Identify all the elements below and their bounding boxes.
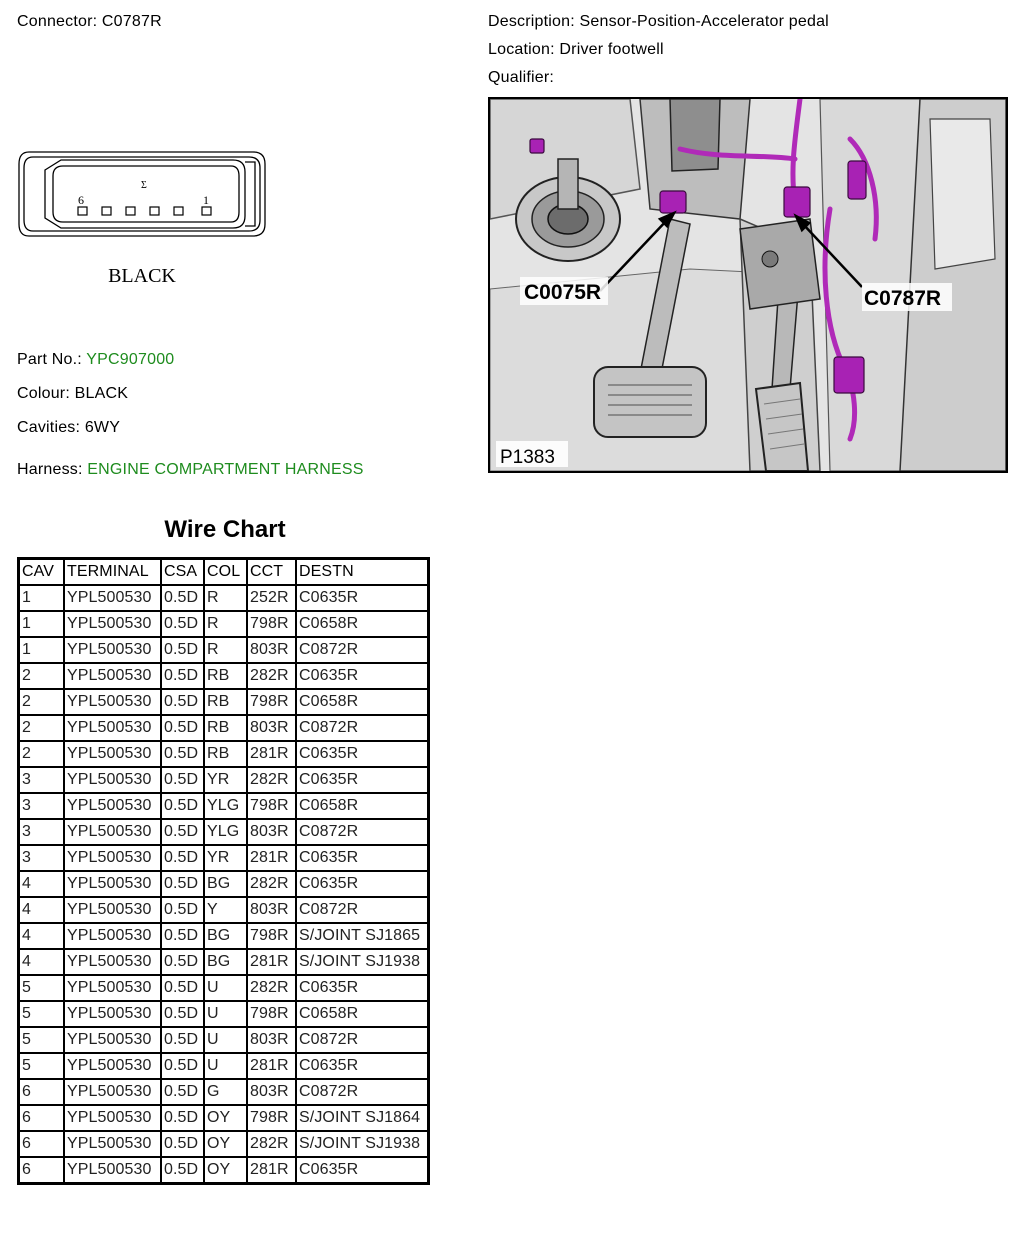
cell-cav: 3 — [19, 767, 65, 793]
cell-cct: 803R — [247, 637, 296, 663]
cell-terminal: YPL500530 — [64, 897, 161, 923]
table-row — [19, 1131, 429, 1157]
cell-cav: 3 — [19, 845, 65, 871]
cell-cav: 5 — [19, 1001, 65, 1027]
cell-destn: S/JOINT SJ1938 — [296, 1131, 429, 1157]
cell-cct: 803R — [247, 1079, 296, 1105]
cell-destn: C0872R — [296, 819, 429, 845]
cell-csa: 0.5D — [161, 1131, 204, 1157]
table-row — [19, 1001, 429, 1027]
cell-cct: 281R — [247, 949, 296, 975]
cell-col: BG — [204, 949, 247, 975]
cell-col: G — [204, 1079, 247, 1105]
cell-cct: 798R — [247, 923, 296, 949]
cavities-line — [17, 419, 120, 437]
cell-csa: 0.5D — [161, 1105, 204, 1131]
cell-terminal: YPL500530 — [64, 663, 161, 689]
cell-csa: 0.5D — [161, 715, 204, 741]
cell-destn: C0635R — [296, 767, 429, 793]
cell-cav: 4 — [19, 897, 65, 923]
connector-colour-caption: BLACK — [108, 265, 176, 287]
cell-terminal: YPL500530 — [64, 611, 161, 637]
table-row — [19, 1157, 429, 1184]
cell-col: U — [204, 1001, 247, 1027]
col-header-csa: CSA — [161, 559, 204, 586]
table-row — [19, 793, 429, 819]
pin-cavities — [78, 207, 211, 215]
cell-cct: 282R — [247, 871, 296, 897]
connector-location-image — [488, 97, 1008, 473]
cell-terminal: YPL500530 — [64, 819, 161, 845]
cell-csa: 0.5D — [161, 897, 204, 923]
table-row — [19, 871, 429, 897]
cell-cav: 2 — [19, 689, 65, 715]
cell-cct: 252R — [247, 585, 296, 611]
table-row — [19, 585, 429, 611]
table-row — [19, 689, 429, 715]
qualifier-label: Qualifier: — [488, 69, 555, 86]
cell-csa: 0.5D — [161, 767, 204, 793]
cell-col: YR — [204, 767, 247, 793]
cell-destn: C0872R — [296, 1027, 429, 1053]
cell-csa: 0.5D — [161, 1001, 204, 1027]
cell-destn: C0635R — [296, 741, 429, 767]
cell-col: RB — [204, 741, 247, 767]
cell-cav: 2 — [19, 663, 65, 689]
col-header-destn: DESTN — [296, 559, 429, 586]
cell-destn: C0658R — [296, 793, 429, 819]
harness-line — [17, 461, 364, 479]
cell-destn: S/JOINT SJ1864 — [296, 1105, 429, 1131]
wire-chart-title: Wire Chart — [164, 516, 286, 543]
cell-cct: 798R — [247, 1105, 296, 1131]
cell-cav: 5 — [19, 1027, 65, 1053]
cell-terminal: YPL500530 — [64, 1105, 161, 1131]
part-no-line — [17, 351, 174, 369]
cell-cct: 798R — [247, 1001, 296, 1027]
cell-cav: 1 — [19, 637, 65, 663]
cell-csa: 0.5D — [161, 611, 204, 637]
cell-terminal: YPL500530 — [64, 871, 161, 897]
cell-csa: 0.5D — [161, 1079, 204, 1105]
cell-cct: 282R — [247, 1131, 296, 1157]
cell-col: YR — [204, 845, 247, 871]
cell-col: OY — [204, 1131, 247, 1157]
table-row — [19, 715, 429, 741]
table-row — [19, 1053, 429, 1079]
cell-col: R — [204, 585, 247, 611]
location-label: Location: — [488, 41, 555, 58]
cell-terminal: YPL500530 — [64, 1079, 161, 1105]
cell-csa: 0.5D — [161, 845, 204, 871]
part-no-link[interactable]: YPC907000 — [86, 351, 175, 368]
table-row — [19, 1027, 429, 1053]
cell-col: R — [204, 611, 247, 637]
table-row — [19, 923, 429, 949]
cell-csa: 0.5D — [161, 1027, 204, 1053]
cell-terminal: YPL500530 — [64, 585, 161, 611]
cell-csa: 0.5D — [161, 975, 204, 1001]
cell-col: R — [204, 637, 247, 663]
cell-col: YLG — [204, 793, 247, 819]
cell-col: YLG — [204, 819, 247, 845]
cell-cav: 1 — [19, 585, 65, 611]
cell-col: BG — [204, 923, 247, 949]
callout-c0787r: C0787R — [864, 287, 942, 310]
cell-cav: 1 — [19, 611, 65, 637]
cell-csa: 0.5D — [161, 871, 204, 897]
cell-cct: 281R — [247, 1053, 296, 1079]
polarity-symbol: Σ — [141, 180, 147, 191]
cell-col: RB — [204, 689, 247, 715]
connector-label: Connector: — [17, 13, 98, 30]
cavities-label: Cavities: — [17, 419, 81, 436]
cell-csa: 0.5D — [161, 585, 204, 611]
cell-cav: 5 — [19, 1053, 65, 1079]
colour-label: Colour: — [17, 385, 70, 402]
cell-destn: C0658R — [296, 1001, 429, 1027]
cell-cav: 3 — [19, 793, 65, 819]
cell-csa: 0.5D — [161, 663, 204, 689]
harness-link[interactable]: ENGINE COMPARTMENT HARNESS — [87, 461, 364, 478]
cell-terminal: YPL500530 — [64, 793, 161, 819]
cell-col: OY — [204, 1105, 247, 1131]
cavities-value: 6WY — [84, 419, 121, 436]
cell-terminal: YPL500530 — [64, 1131, 161, 1157]
location-value: Driver footwell — [559, 41, 664, 58]
cell-destn: C0872R — [296, 637, 429, 663]
pin-6-label: 6 — [78, 193, 84, 207]
cell-cct: 282R — [247, 767, 296, 793]
connector-line — [17, 13, 162, 31]
cell-col: U — [204, 1027, 247, 1053]
cell-destn: C0635R — [296, 585, 429, 611]
table-row — [19, 741, 429, 767]
description-label: Description: — [488, 13, 575, 30]
cell-csa: 0.5D — [161, 689, 204, 715]
cell-cct: 798R — [247, 689, 296, 715]
pin-1-label: 1 — [203, 193, 209, 207]
cell-terminal: YPL500530 — [64, 1027, 161, 1053]
cell-cct: 281R — [247, 741, 296, 767]
col-header-cct: CCT — [247, 559, 296, 586]
cell-cct: 282R — [247, 663, 296, 689]
cell-terminal: YPL500530 — [64, 975, 161, 1001]
table-row — [19, 975, 429, 1001]
cell-col: RB — [204, 715, 247, 741]
table-row — [19, 949, 429, 975]
wire-chart-header-row — [19, 559, 429, 586]
cell-cct: 798R — [247, 611, 296, 637]
table-row — [19, 637, 429, 663]
location-line — [488, 41, 664, 59]
cell-cct: 281R — [247, 845, 296, 871]
cell-destn: C0635R — [296, 1053, 429, 1079]
cell-destn: C0658R — [296, 611, 429, 637]
cell-cct: 281R — [247, 1157, 296, 1184]
cell-terminal: YPL500530 — [64, 767, 161, 793]
cell-terminal: YPL500530 — [64, 637, 161, 663]
table-row — [19, 611, 429, 637]
col-header-cav: CAV — [19, 559, 65, 586]
cell-destn: C0658R — [296, 689, 429, 715]
part-no-label: Part No.: — [17, 351, 82, 368]
cell-csa: 0.5D — [161, 741, 204, 767]
table-row — [19, 1079, 429, 1105]
cell-destn: C0872R — [296, 897, 429, 923]
cell-cav: 6 — [19, 1131, 65, 1157]
connector-value: C0787R — [101, 13, 162, 30]
cell-col: BG — [204, 871, 247, 897]
colour-line — [17, 385, 128, 403]
description-line — [488, 13, 829, 31]
cell-cav: 2 — [19, 741, 65, 767]
col-header-terminal: TERMINAL — [64, 559, 161, 586]
cell-cct: 803R — [247, 819, 296, 845]
wire-chart-body — [19, 585, 429, 1184]
description-value: Sensor-Position-Accelerator pedal — [579, 13, 829, 30]
cell-csa: 0.5D — [161, 1157, 204, 1184]
colour-value: BLACK — [74, 385, 129, 402]
figure-id: P1383 — [500, 447, 555, 468]
cell-cav: 3 — [19, 819, 65, 845]
cell-col: U — [204, 1053, 247, 1079]
table-row — [19, 845, 429, 871]
cell-destn: C0872R — [296, 1079, 429, 1105]
cell-csa: 0.5D — [161, 637, 204, 663]
cell-cct: 282R — [247, 975, 296, 1001]
cell-csa: 0.5D — [161, 819, 204, 845]
cell-destn: C0635R — [296, 1157, 429, 1184]
cell-cct: 803R — [247, 1027, 296, 1053]
table-row — [19, 767, 429, 793]
cell-col: OY — [204, 1157, 247, 1184]
cell-terminal: YPL500530 — [64, 845, 161, 871]
cell-destn: S/JOINT SJ1938 — [296, 949, 429, 975]
cell-destn: C0872R — [296, 715, 429, 741]
cell-cav: 6 — [19, 1157, 65, 1184]
cell-csa: 0.5D — [161, 923, 204, 949]
harness-label: Harness: — [17, 461, 83, 478]
cell-terminal: YPL500530 — [64, 923, 161, 949]
table-row — [19, 897, 429, 923]
cell-cav: 4 — [19, 949, 65, 975]
callout-c0075r: C0075R — [524, 281, 602, 304]
wire-chart-table — [17, 557, 430, 1185]
connector-face-diagram — [17, 150, 267, 290]
cell-terminal: YPL500530 — [64, 1001, 161, 1027]
cell-destn: S/JOINT SJ1865 — [296, 923, 429, 949]
table-row — [19, 1105, 429, 1131]
col-header-col: COL — [204, 559, 247, 586]
cell-cav: 4 — [19, 871, 65, 897]
cell-csa: 0.5D — [161, 793, 204, 819]
table-row — [19, 663, 429, 689]
cell-col: Y — [204, 897, 247, 923]
cell-cav: 4 — [19, 923, 65, 949]
cell-destn: C0635R — [296, 871, 429, 897]
cell-cav: 5 — [19, 975, 65, 1001]
cell-terminal: YPL500530 — [64, 1157, 161, 1184]
cell-terminal: YPL500530 — [64, 715, 161, 741]
cell-cav: 6 — [19, 1105, 65, 1131]
cell-terminal: YPL500530 — [64, 949, 161, 975]
cell-cav: 6 — [19, 1079, 65, 1105]
cell-terminal: YPL500530 — [64, 741, 161, 767]
cell-col: U — [204, 975, 247, 1001]
cell-csa: 0.5D — [161, 949, 204, 975]
cell-destn: C0635R — [296, 845, 429, 871]
cell-destn: C0635R — [296, 663, 429, 689]
table-row — [19, 819, 429, 845]
qualifier-line — [488, 69, 554, 87]
cell-cct: 803R — [247, 897, 296, 923]
cell-destn: C0635R — [296, 975, 429, 1001]
cell-terminal: YPL500530 — [64, 1053, 161, 1079]
cell-col: RB — [204, 663, 247, 689]
cell-csa: 0.5D — [161, 1053, 204, 1079]
cell-terminal: YPL500530 — [64, 689, 161, 715]
cell-cct: 803R — [247, 715, 296, 741]
cell-cav: 2 — [19, 715, 65, 741]
cell-cct: 798R — [247, 793, 296, 819]
